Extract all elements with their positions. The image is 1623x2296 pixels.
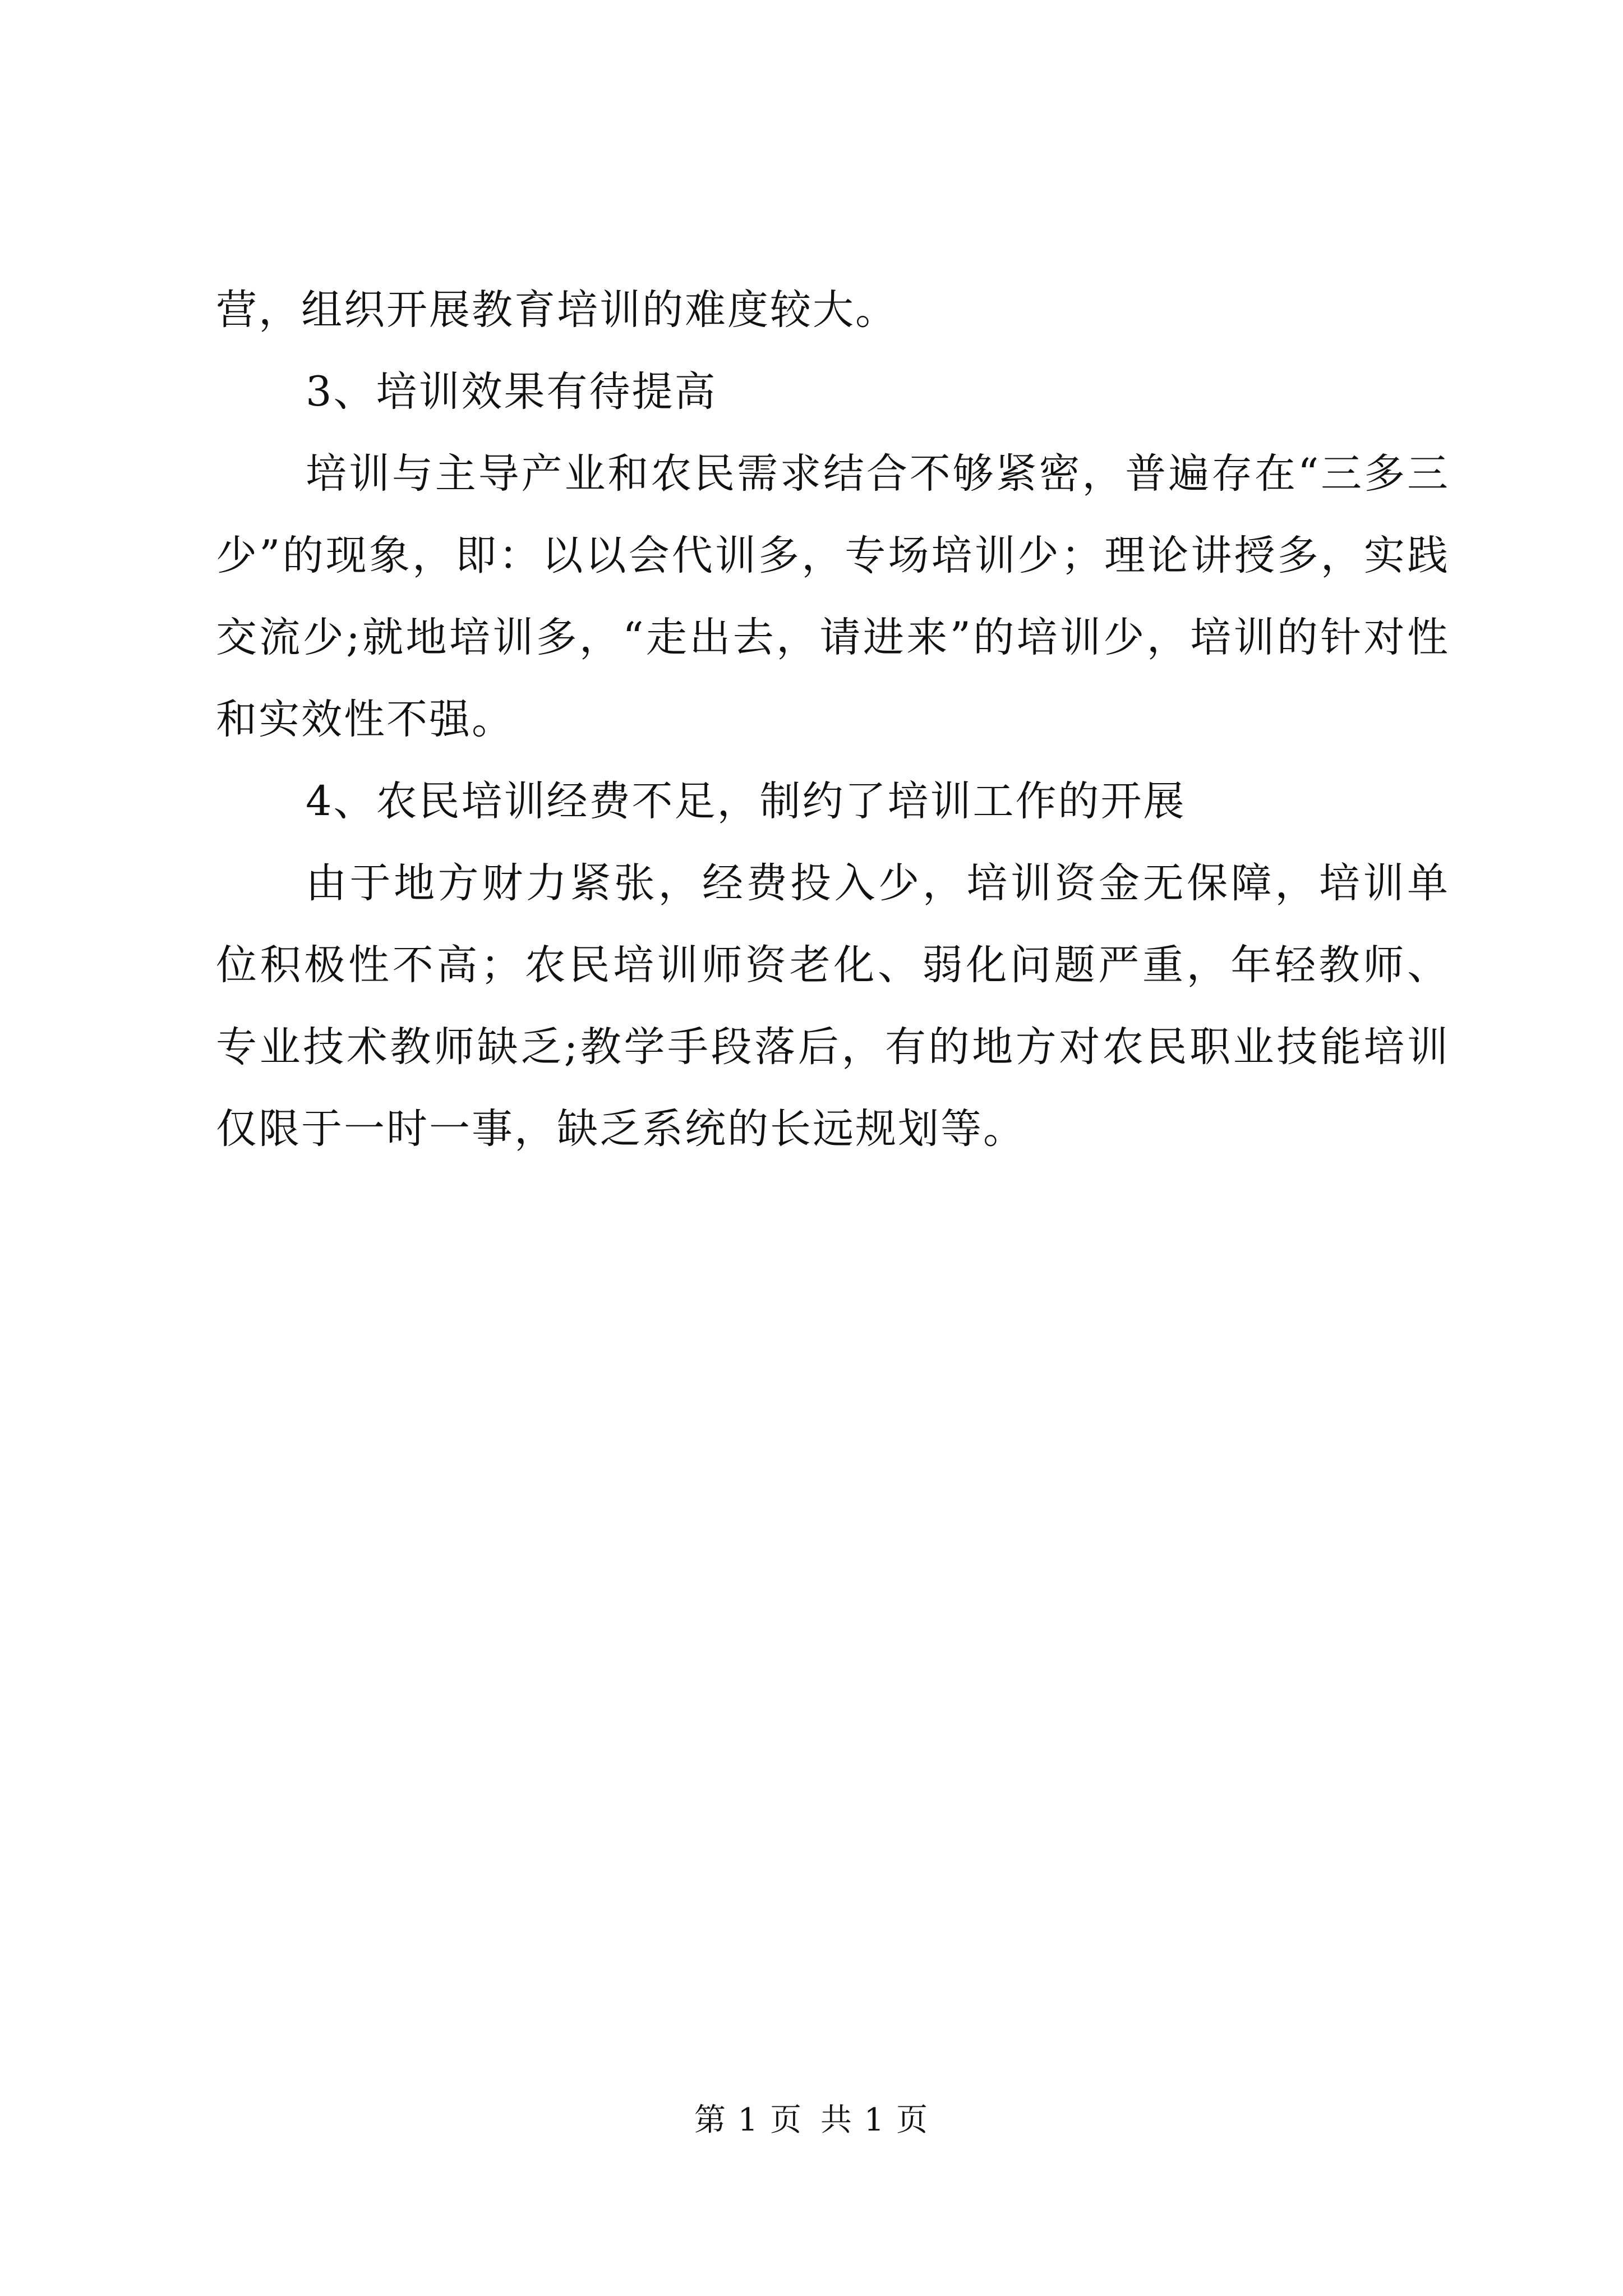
page-footer	[0, 2098, 1623, 2143]
paragraph-continuation: 营，组织开展教育培训的难度较大。	[216, 286, 898, 334]
document-body	[216, 269, 1450, 1170]
section-heading-4: 4、农民培训经费不足，制约了培训工作的开展	[306, 777, 1186, 825]
page-number: 第 1 页	[694, 2102, 803, 2138]
paragraph-training-effect: 培训与主导产业和农民需求结合不够紧密，普遍存在“三多三少”的现象，即：以以会代训多，专场培训少；理论讲授多，实践交流少;就地培训多，“走出去，请进来”的培训少，培训的针对性和实效性不强。	[216, 450, 1450, 743]
paragraph-funding: 由于地方财力紧张，经费投入少，培训资金无保障，培训单位积极性不高；农民培训师资老化、弱化问题严重，年轻教师、专业技术教师缺乏;教学手段落后，有的地方对农民职业技能培训仅限于一时一事，缺乏系统的长远规划等。	[216, 859, 1450, 1153]
page-total: 共 1 页	[820, 2102, 929, 2138]
section-heading-3: 3、培训效果有待提高	[306, 368, 717, 416]
